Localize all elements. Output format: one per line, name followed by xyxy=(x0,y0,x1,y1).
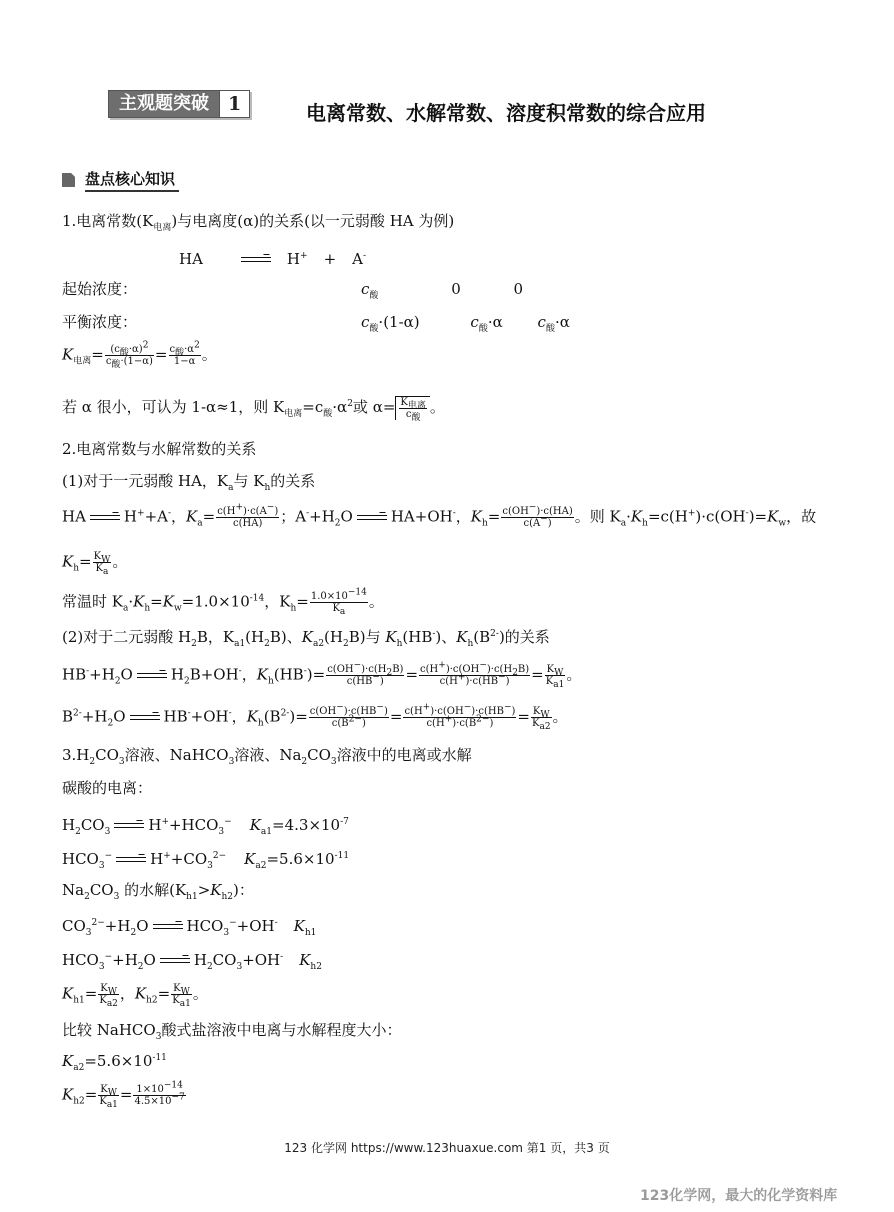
page-footer: 123 化学网 https://www.123huaxue.com 第1 页，共3 页 xyxy=(284,1141,610,1155)
sodium-carbonate-hydrolysis-label: $Na_2CO_3$ 的水解$(K_{h1}>K_{h2})$： xyxy=(62,881,254,902)
kh-expressions: $K_{h1}=$ $\frac{K_W}{K_{a2}}$ ，$K_{h2}=$ $\frac{K_W}{K_{a1}}$ 。 xyxy=(62,983,208,1009)
hb-hydrolysis-line: $HB^-+H_2O$ $H_2B+OH^-$，$K_h(HB^-)=$ $\frac{c(OH^-)\cdot c(H_2B)}{c(HB^-)}$ = $\frac{c(H^+)\cdot c(OH^-)\cdot c(H_2B)}{c(H^+)\cdot c(HB^-)}$ = $\frac{K_W}{K_{a1}}$ 。 xyxy=(62,660,582,690)
topic-badge-label: 主观题突破 xyxy=(109,91,219,117)
ka2-value-line: $K_{a2}=5.6\times 10^{-11}$ xyxy=(62,1052,167,1073)
section-heading xyxy=(62,168,179,192)
topic-badge xyxy=(108,90,250,118)
part1-heading: 1.电离常数$(K_{电离})$与电离度(α)的关系(以一元弱酸 HA 为例) xyxy=(62,212,455,233)
compare-line: 比较 NaHCO$_3$酸式盐溶液中电离与水解程度大小： xyxy=(62,1021,402,1042)
start-concentration-values: $c_酸$ 0 0 xyxy=(361,280,524,301)
carbonic-step1: $H_2CO_3$ $H^++HCO_3^-$ $K_{a1}=4.3\times 10^{-7}$ xyxy=(62,816,349,837)
carbonic-step2: $HCO_3^-$ $H^++CO_3^{2-}$ $K_{a2}=5.6\times 10^{-11}$ xyxy=(62,850,350,871)
topic-badge-number: 1 xyxy=(219,91,249,117)
part3-heading: $3.H_2CO_3$溶液、NaHCO$_3$溶液、$Na_2CO_3$溶液中的电离或水解 xyxy=(62,746,472,767)
k-ionization-formula: $K_{电离}=$ $\frac{(c_酸\cdot\alpha)^2}{c_酸\cdot(1-\alpha)}$ = $\frac{c_酸\cdot\alpha^2}{1-\alpha}$ 。 xyxy=(62,340,217,370)
watermark: 123化学网，最大的化学资料库 xyxy=(640,1188,838,1204)
carbonic-label: 碳酸的电离： xyxy=(62,779,153,797)
part2-heading: 2.电离常数与水解常数的关系 xyxy=(62,440,257,458)
part2-sub1: (1)对于一元弱酸 HA，$K_a$与 $K_h$的关系 xyxy=(62,472,316,493)
ha-relation-line: HA H++A-，$K_a=$ $\frac{c(H^+)\cdot c(A^-)}{c(HA)}$ ；$A^-+H_2O$ HA+OH-，$K_h=$ $\frac{c(OH^-)\cdot c(HA)}{c(A^-)}$ 。则 $K_a\cdot K_h=c(H^+)\cdot c(OH^-)=K_w$，故 xyxy=(62,502,817,529)
kh2-value-line: $K_{h2}=$ $\frac{K_W}{K_{a1}}$ = $\frac{1\times 10^{-14}}{4.5\times 10^{-7}}$ xyxy=(62,1080,185,1110)
document-icon xyxy=(62,173,75,187)
kh-kw-ka-line: $K_h=$ $\frac{K_W}{K_a}$ 。 xyxy=(62,551,128,577)
hydrolysis-step1: $CO_3^{2-}+H_2O$ $HCO_3^-+OH^-$ $K_{h1}$ xyxy=(62,917,317,938)
hydrolysis-step2: $HCO_3^-+H_2O$ $H_2CO_3+OH^-$ $K_{h2}$ xyxy=(62,951,322,972)
approximation-line: 若 α 很小，可认为 1-α≈1，则 $K_{电离}=c_酸\cdot\alpha^2$或 α= $\frac{K_{电离}}{c_酸}$ 。 xyxy=(62,397,445,423)
room-temperature-line: 常温时 $K_a\cdot K_h=K_w=1.0\times 10^{-14}$，$K_h=$ $\frac{1.0\times 10^{-14}}{K_a}$ 。 xyxy=(62,587,384,617)
section-heading-label: 盘点核心知识 xyxy=(85,168,179,192)
ionization-equation: HA H+ + A- xyxy=(179,250,367,268)
page-title: 电离常数、水解常数、溶度积常数的综合应用 xyxy=(306,101,706,125)
equilibrium-concentration-label: 平衡浓度： xyxy=(62,313,138,331)
part2-sub2: (2)对于二元弱酸 $H_2B$，$K_{a1}(H_2B)$、$K_{a2}(H_2B)$与 $K_h(HB^-)$、$K_h(B^{2-})$的关系 xyxy=(62,628,550,649)
start-concentration-label: 起始浓度： xyxy=(62,280,138,298)
b2-hydrolysis-line: $B^{2-}+H_2O$ HB-+OH-，$K_h(B^{2-})=$ $\frac{c(OH^-)\cdot c(HB^-)}{c(B^{2-})}$ = $\frac{c(H^+)\cdot c(OH^-)\cdot c(HB^-)}{c(H^+)\cdot c(B^{2-})}$ = $\frac{K_W}{K_{a2}}$ 。 xyxy=(62,702,568,732)
equilibrium-concentration-values: $c_酸\cdot(1-\alpha)$ $c_酸\cdot\alpha$ $c_酸\cdot\alpha$ xyxy=(361,313,570,334)
